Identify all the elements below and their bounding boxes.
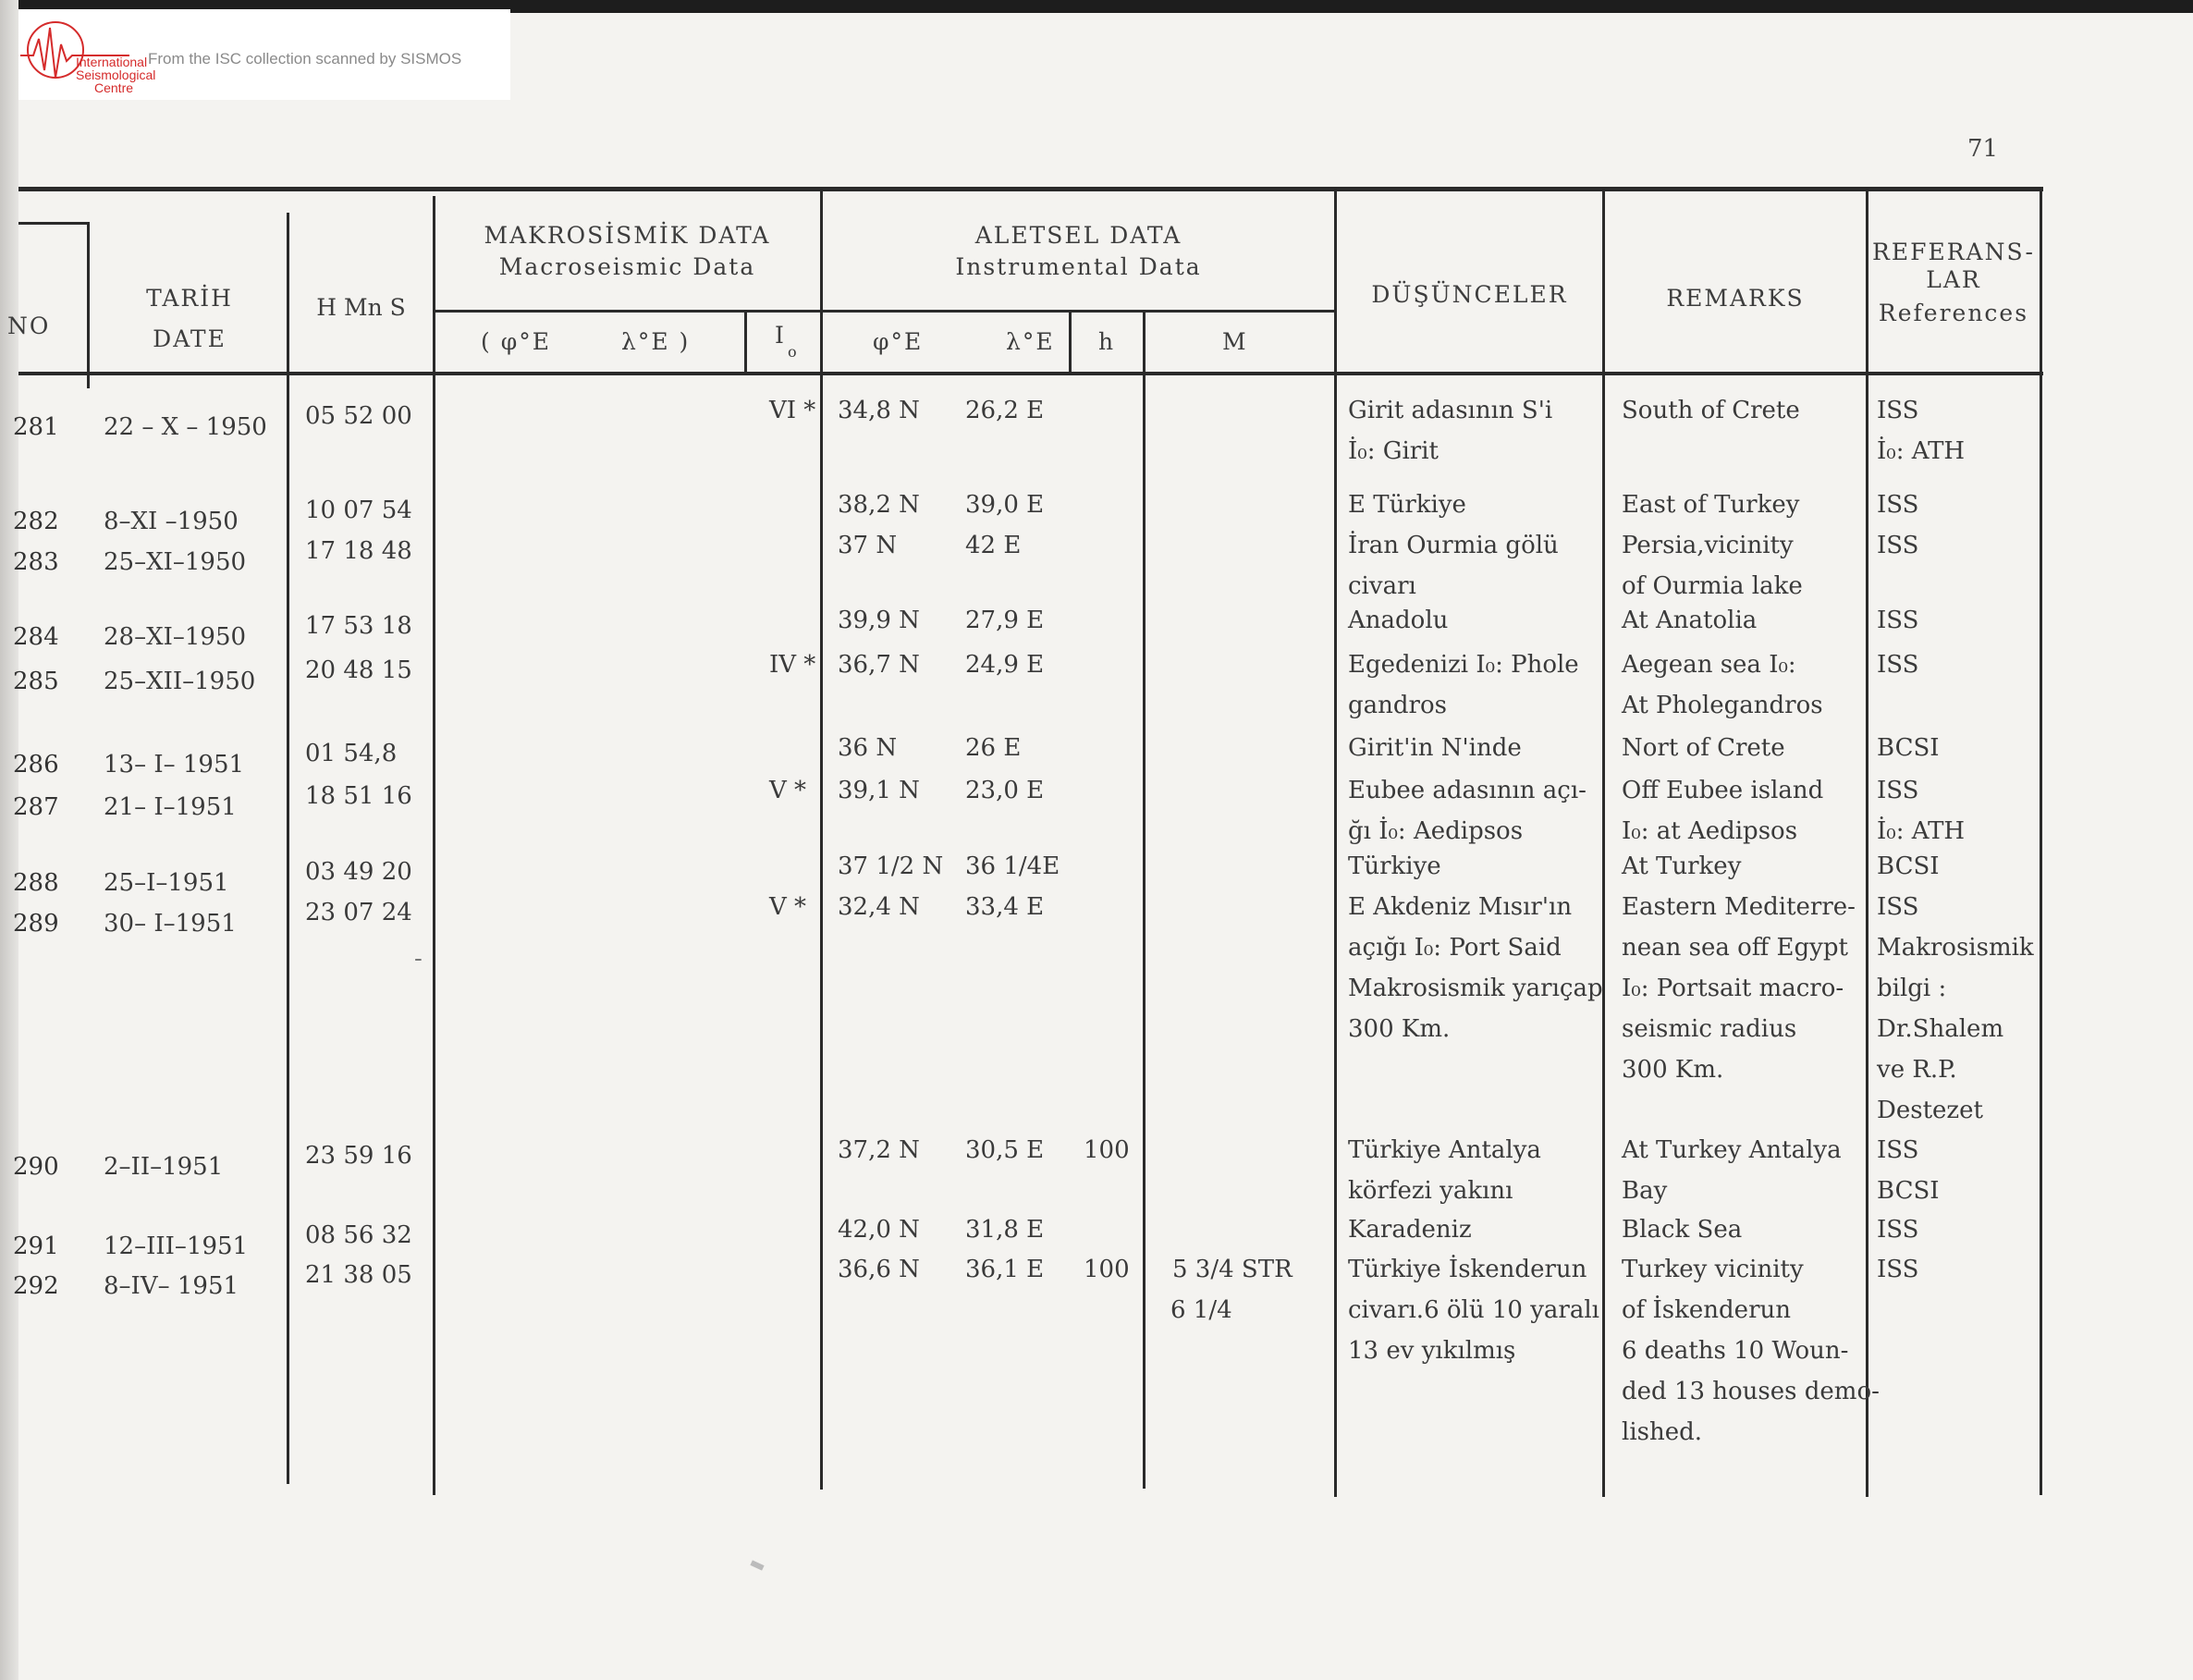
row-intensity: V * [769,893,807,921]
row-ref-line: BCSI [1877,852,1940,880]
row-magnitude: 5 3/4 STR [1172,1256,1293,1283]
row-magnitude-2: 6 1/4 [1170,1296,1232,1324]
row-depth: 100 [1084,1256,1130,1283]
row-time: 05 52 00 [305,402,412,430]
row-instr-lon: 30,5 E [965,1136,1045,1164]
row-instr-lat: 36,6 N [838,1256,920,1283]
row-thoughts-line: İ₀: Girit [1348,437,1439,465]
col-rule-date [287,213,289,1484]
row-time: 18 51 16 [305,782,412,810]
row-instr-lon: 27,9 E [965,607,1045,634]
table-top-rule-left [18,222,87,225]
logo-text-line-1: International [76,55,148,69]
row-instr-lat: 37,2 N [838,1136,920,1164]
row-ref-line: Makrosismik [1877,934,2034,962]
row-remark-line: East of Turkey [1622,491,1800,519]
row-thoughts-line: Makrosismik yarıçap [1348,975,1603,1002]
row-date: 21– I–1951 [104,793,237,821]
row-time: 23 07 24 [305,899,412,926]
row-instr-lat: 39,1 N [838,777,920,804]
row-remark-line: seismic radius [1622,1015,1797,1043]
row-instr-lat: 42,0 N [838,1216,920,1244]
col-rule-macro-inner [744,310,747,374]
row-289-time-mark: - [414,945,423,973]
col-rule-remarks [1866,190,1868,1497]
row-no: 290 [13,1153,59,1181]
row-date: 22 – X – 1950 [104,413,267,441]
header-macro-en: Macroseismic Data [498,253,756,280]
header-instr-lon: λ°E [1006,328,1055,355]
table-top-rule [18,187,2043,191]
row-remark-line: 6 deaths 10 Woun- [1622,1337,1849,1365]
header-date-tr: TARİH [146,285,233,312]
row-no: 292 [13,1272,59,1300]
row-date: 13– I– 1951 [104,751,245,779]
row-thoughts-line: Girit adasının S'i [1348,397,1553,424]
row-no: 287 [13,793,59,821]
header-io: I [775,322,786,349]
page-number: 71 [1967,135,1999,163]
row-remark-line: Off Eubee island [1622,777,1824,804]
row-ref-line: ISS [1877,893,1919,921]
row-date: 28–XI–1950 [104,623,247,651]
row-remark-line: Nort of Crete [1622,734,1785,762]
row-ref-line: ISS [1877,1256,1919,1283]
row-thoughts-line: civarı.6 ölü 10 yaralı [1348,1296,1599,1324]
col-rule-lon [1069,310,1072,374]
row-instr-lat: 32,4 N [838,893,920,921]
isc-header [18,9,510,100]
row-thoughts-line: Türkiye [1348,852,1441,880]
header-instr-tr: ALETSEL DATA [974,222,1182,249]
row-remark-line: At Turkey Antalya [1622,1136,1842,1164]
row-instr-lat: 37 N [838,532,898,559]
row-ref-line: bilgi : [1877,975,1947,1002]
header-bottom-rule [18,372,2043,375]
row-thoughts-line: açığı I₀: Port Said [1348,934,1562,962]
header-refs-2: LAR [1926,266,1981,293]
header-sub-rule [433,310,1334,313]
row-intensity: V * [769,777,807,804]
row-remark-line: At Pholegandros [1622,692,1823,719]
row-instr-lon: 36,1 E [965,1256,1045,1283]
row-thoughts-line: Girit'in N'inde [1348,734,1522,762]
row-intensity: IV * [769,651,816,679]
collection-note: From the ISC collection scanned by SISMOS [148,50,462,67]
row-instr-lon: 26 E [965,734,1022,762]
header-thoughts: DÜŞÜNCELER [1371,281,1568,308]
row-instr-lon: 31,8 E [965,1216,1045,1244]
row-ref-line: ISS [1877,532,1919,559]
row-no: 289 [13,910,59,938]
row-ref-line: İ₀: ATH [1877,437,1966,465]
row-instr-lat: 37 1/2 N [838,852,944,880]
row-remark-line: Bay [1622,1177,1668,1205]
row-intensity: VI * [769,397,816,424]
row-time: 17 18 48 [305,537,412,565]
row-ref-line: ISS [1877,651,1919,679]
row-ref-line: İ₀: ATH [1877,817,1966,845]
row-remark-line: Eastern Mediterre- [1622,893,1856,921]
header-io-sub: o [788,343,799,361]
row-date: 30– I–1951 [104,910,237,938]
row-no: 288 [13,869,59,897]
row-instr-lat: 36 N [838,734,898,762]
row-ref-line: Dr.Shalem [1877,1015,2004,1043]
row-thoughts-line: İran Ourmia gölü [1348,532,1559,559]
row-instr-lon: 33,4 E [965,893,1045,921]
row-remark-line: nean sea off Egypt [1622,934,1848,962]
row-thoughts-line: 13 ev yıkılmış [1348,1337,1516,1365]
row-remark-line: Persia,vicinity [1622,532,1794,559]
row-remark-line: Black Sea [1622,1216,1743,1244]
row-time: 03 49 20 [305,858,412,886]
row-remark-line: I₀: Portsait macro- [1622,975,1844,1002]
row-no: 283 [13,548,59,576]
row-date: 2–II–1951 [104,1153,224,1181]
logo-text-line-3: Centre [94,80,134,95]
row-date: 12–III–1951 [104,1232,249,1260]
row-remark-line: I₀: at Aedipsos [1622,817,1798,845]
row-thoughts-line: gandros [1348,692,1447,719]
row-thoughts-line: Karadeniz [1348,1216,1472,1244]
row-thoughts-line: Anadolu [1348,607,1449,634]
col-rule-instr [1334,190,1337,1497]
header-instr-en: Instrumental Data [955,253,1202,280]
row-thoughts-line: Türkiye İskenderun [1348,1256,1587,1283]
header-depth: h [1098,328,1116,355]
row-date: 8–IV– 1951 [104,1272,239,1300]
row-depth: 100 [1084,1136,1130,1164]
row-remark-line: of İskenderun [1622,1296,1791,1324]
row-remark-line: lished. [1622,1418,1703,1446]
row-remark-line: of Ourmia lake [1622,572,1803,600]
row-ref-line: ISS [1877,777,1919,804]
header-remarks: REMARKS [1666,285,1805,312]
header-no: NO [7,313,51,339]
row-instr-lon: 36 1/4E [965,852,1060,880]
row-thoughts-line: Türkiye Antalya [1348,1136,1541,1164]
row-no: 286 [13,751,59,779]
header-macro-lat: ( φ°E [481,328,551,355]
row-time: 21 38 05 [305,1261,412,1289]
col-rule-right [2040,187,2042,1495]
row-remark-line: 300 Km. [1622,1056,1724,1084]
row-date: 25–I–1951 [104,869,229,897]
row-ref-line: ve R.P. [1877,1056,1957,1084]
row-remark-line: Turkey vicinity [1622,1256,1804,1283]
row-instr-lon: 42 E [965,532,1022,559]
col-rule-macro [820,190,823,1490]
row-no: 285 [13,668,59,695]
row-thoughts-line: körfezi yakını [1348,1177,1513,1205]
row-time: 08 56 32 [305,1221,412,1249]
row-ref-line: ISS [1877,397,1919,424]
row-time: 23 59 16 [305,1142,412,1170]
row-no: 284 [13,623,59,651]
scan-speck [750,1560,764,1570]
header-mag: M [1222,328,1248,355]
row-remark-line: At Anatolia [1622,607,1758,634]
row-instr-lat: 38,2 N [838,491,920,519]
row-instr-lat: 34,8 N [838,397,920,424]
row-time: 17 53 18 [305,612,412,640]
row-thoughts-line: E Türkiye [1348,491,1466,519]
row-instr-lon: 23,0 E [965,777,1045,804]
scan-left-edge [0,0,18,1680]
row-thoughts-line: civarı [1348,572,1416,600]
row-ref-line: BCSI [1877,1177,1940,1205]
col-rule-no [87,222,90,388]
logo-text-line-2: Seismological [76,67,156,82]
row-thoughts-line: Eubee adasının açı- [1348,777,1587,804]
row-thoughts-line: Egedenizi I₀: Phole [1348,651,1579,679]
row-remark-line: Aegean sea I₀: [1622,651,1796,679]
row-thoughts-line: E Akdeniz Mısır'ın [1348,893,1573,921]
header-macro-lon: λ°E ) [621,328,691,355]
header-macro-tr: MAKROSİSMİK DATA [484,222,771,249]
row-time: 20 48 15 [305,656,412,684]
row-time: 10 07 54 [305,497,412,524]
row-instr-lon: 24,9 E [965,651,1045,679]
row-ref-line: Destezet [1877,1097,1983,1124]
row-instr-lon: 26,2 E [965,397,1045,424]
row-remark-line: South of Crete [1622,397,1800,424]
row-ref-line: ISS [1877,491,1919,519]
row-instr-lon: 39,0 E [965,491,1045,519]
row-ref-line: ISS [1877,1136,1919,1164]
row-remark-line: ded 13 houses demo- [1622,1378,1880,1405]
header-refs-1: REFERANS- [1872,239,2035,265]
row-no: 291 [13,1232,59,1260]
row-instr-lat: 39,9 N [838,607,920,634]
header-date-en: DATE [153,325,227,352]
row-ref-line: ISS [1877,607,1919,634]
col-rule-time [433,196,435,1495]
row-no: 282 [13,508,59,535]
row-thoughts-line: 300 Km. [1348,1015,1451,1043]
row-ref-line: BCSI [1877,734,1940,762]
header-instr-lat: φ°E [873,328,924,355]
row-date: 25–XI–1950 [104,548,247,576]
row-remark-line: At Turkey [1622,852,1742,880]
col-rule-thoughts [1602,190,1605,1497]
header-refs-3: References [1878,300,2029,326]
header-time: H Mn S [316,294,406,321]
col-rule-depth [1143,310,1146,1489]
row-thoughts-line: ğı İ₀: Aedipsos [1348,817,1524,845]
row-instr-lat: 36,7 N [838,651,920,679]
row-date: 8–XI –1950 [104,508,239,535]
row-date: 25–XII–1950 [104,668,256,695]
row-ref-line: ISS [1877,1216,1919,1244]
row-time: 01 54,8 [305,740,398,767]
row-no: 281 [13,413,59,441]
